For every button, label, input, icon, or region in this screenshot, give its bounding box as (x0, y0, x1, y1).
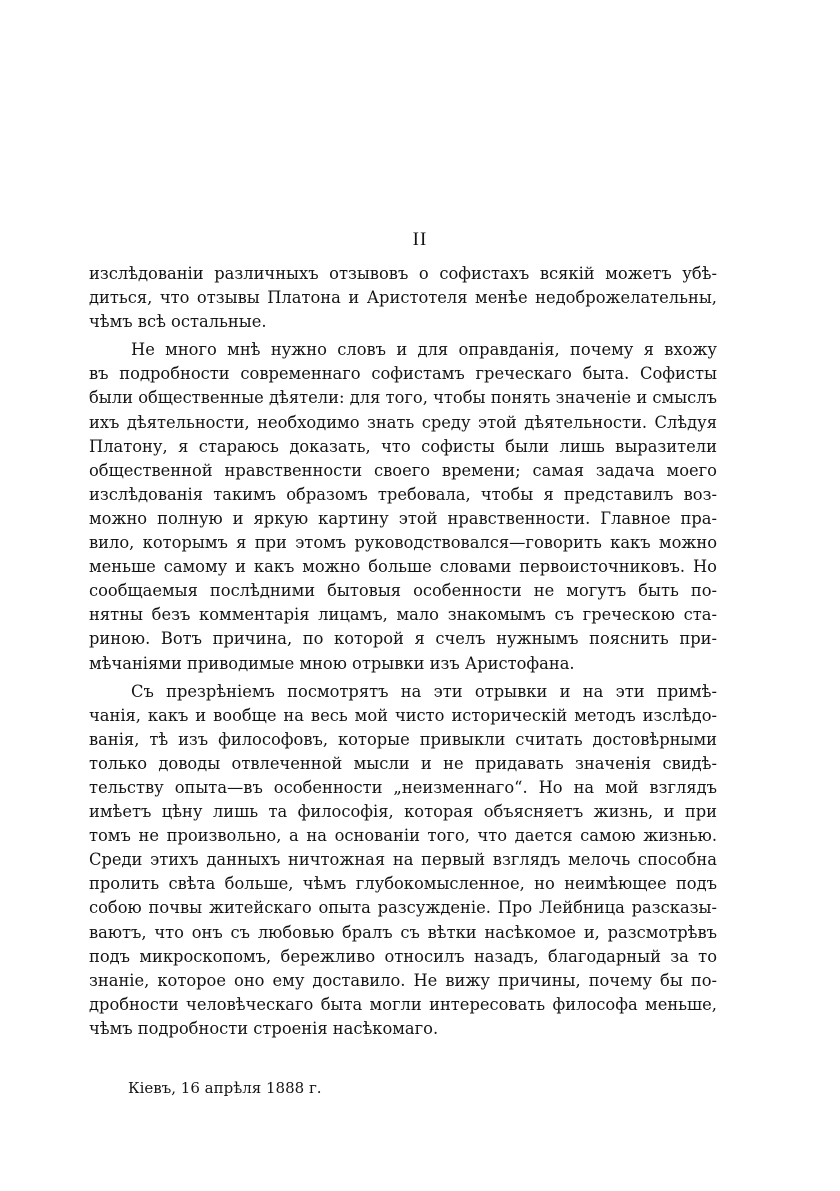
place-date-signature: Кіевъ, 16 апрѣля 1888 г. (128, 1079, 322, 1097)
text-line: Среди этихъ данныхъ ничтожная на первый взглядъ мелочь способна (89, 850, 717, 870)
text-line: томъ не произвольно, а на основаніи того, что дается самою жизнью. (89, 826, 717, 846)
text-line: риною. Вотъ причина, по которой я счелъ нужнымъ пояснить при- (89, 629, 717, 649)
page-number: II (412, 229, 428, 250)
text-line: Платону, я стараюсь доказать, что софисты были лишь выразители (89, 436, 717, 456)
text-line: знаніе, которое оно ему доставило. Не вижу причины, почему бы по- (89, 970, 717, 990)
text-line: можно полную и яркую картину этой нравственности. Главное пра- (89, 508, 717, 528)
text-line: чѣмъ всѣ остальные. (89, 312, 267, 332)
text-line: изслѣдованія такимъ образомъ требовала, чтобы я представилъ воз- (89, 484, 717, 504)
text-line: нятны безъ комментарія лицамъ, мало знакомымъ съ греческою ста- (89, 605, 717, 625)
text-line: диться, что отзывы Платона и Аристотеля менѣе недоброжелательны, (89, 288, 717, 308)
text-line: тельству опыта—въ особенности „неизменнаго“. Но на мой взглядъ (89, 777, 717, 797)
text-line: пролить свѣта больше, чѣмъ глубокомысленное, но неимѣющее подъ (89, 874, 717, 894)
text-line: Съ презрѣніемъ посмотрятъ на эти отрывки и на эти примѣ- (131, 681, 717, 701)
text-line: ихъ дѣятельности, необходимо знать среду этой дѣятельности. Слѣдуя (89, 412, 717, 432)
text-line: подъ микроскопомъ, бережливо относилъ назадъ, благодарный за то (89, 946, 717, 966)
text-line: чѣмъ подробности строенія насѣкомаго. (89, 1018, 439, 1038)
paragraph-1 (89, 262, 717, 334)
paragraph-2 (89, 338, 717, 675)
text-line: ванія, тѣ изъ философовъ, которые привыкли считать достовѣрными (89, 729, 717, 749)
text-line: вило, которымъ я при этомъ руководствовался—говорить какъ можно (89, 533, 717, 553)
text-line: чанія, какъ и вообще на весь мой чисто историческій методъ изслѣдо- (89, 705, 717, 725)
text-line: собою почвы житейскаго опыта разсужденіе. Про Лейбница разсказы- (89, 898, 717, 918)
text-line: имѣетъ цѣну лишь та философія, которая объясняетъ жизнь, и при (89, 802, 717, 822)
paragraph-3 (89, 680, 717, 1041)
text-line: сообщаемыя послѣдними бытовыя особенности не могутъ быть по- (89, 581, 717, 601)
text-line: изслѣдованіи различныхъ отзывовъ о софистахъ всякій можетъ убѣ- (89, 264, 717, 283)
text-line: дробности человѣческаго быта могли интересовать философа меньше, (89, 994, 717, 1014)
text-line: въ подробности современнаго софистамъ греческаго быта. Софисты (89, 364, 717, 384)
text-line: ваютъ, что онъ съ любовью бралъ съ вѣтки насѣкомое и, разсмотрѣвъ (89, 922, 717, 942)
text-line: только доводы отвлеченной мысли и не придавать значенія свидѣ- (89, 753, 717, 773)
text-line: меньше самому и какъ можно больше словами первоисточниковъ. Но (89, 557, 717, 577)
text-line: общественной нравственности своего времени; самая задача моего (89, 460, 717, 480)
text-line: Не много мнѣ нужно словъ и для оправданія, почему я вхожу (131, 340, 717, 360)
body-text (89, 262, 717, 1041)
text-line: мѣчаніями приводимые мною отрывки изъ Аристофана. (89, 653, 575, 673)
text-line: были общественные дѣятели: для того, чтобы понять значеніе и смыслъ (89, 388, 717, 408)
